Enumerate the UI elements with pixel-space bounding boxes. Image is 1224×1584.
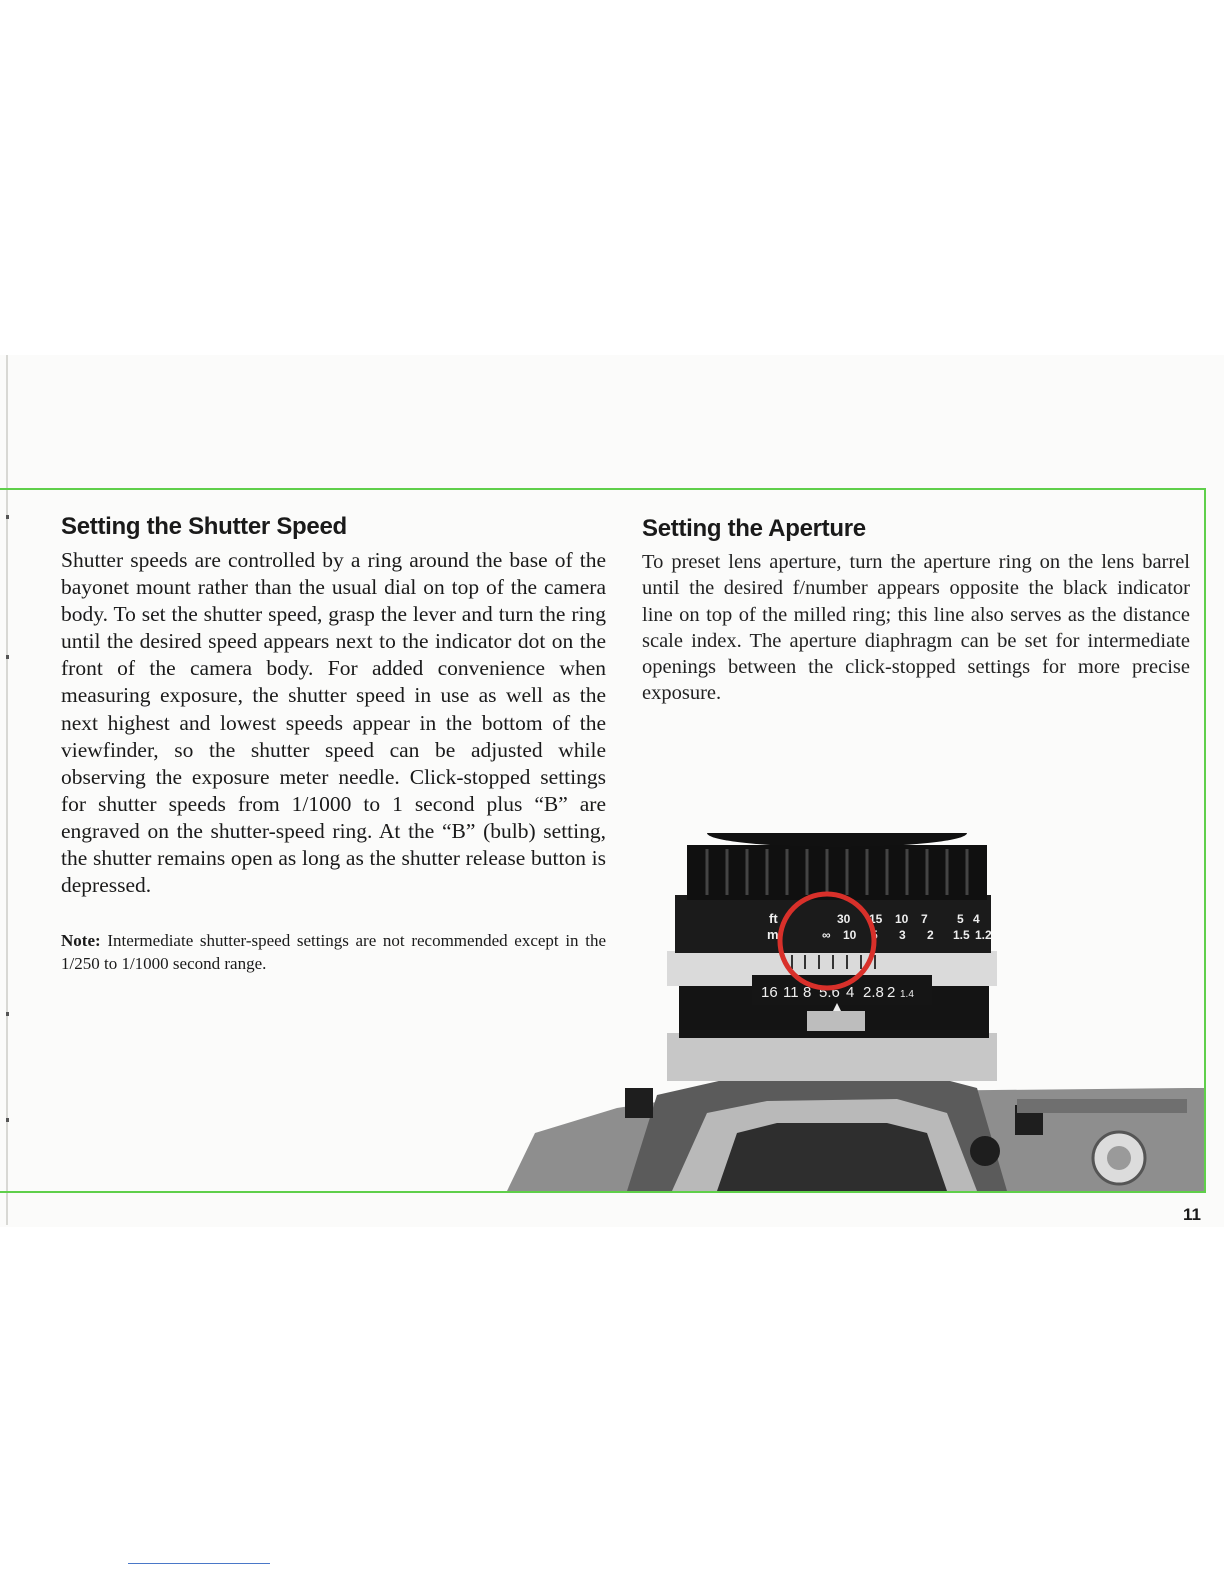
svg-text:4: 4 (846, 984, 855, 1001)
shutter-release-center (1107, 1146, 1131, 1170)
frame-bottom-rule (0, 1191, 1206, 1193)
svg-text:3: 3 (899, 928, 906, 942)
svg-text:8: 8 (803, 984, 812, 1001)
svg-text:1.5: 1.5 (953, 928, 970, 942)
bottom-rule (128, 1563, 270, 1564)
page-number: 11 (1183, 1205, 1201, 1224)
svg-text:2.8: 2.8 (863, 984, 884, 1001)
svg-text:15: 15 (869, 912, 883, 926)
camera-lens-photo (507, 833, 1207, 1191)
meter-coupling-prong (807, 1011, 865, 1031)
aperture-body: To preset lens aperture, turn the aperture ring on the lens barrel until the desired f/number appears opposite the black indicator line on top of the milled ring; this line also serves as the distance scale index. The aperture diaphragm can be set for intermediate openings between the click-stopped settings for more precise exposure. (642, 551, 1190, 705)
feet-unit-label: ft (769, 911, 778, 926)
prism-shadow (717, 1123, 947, 1191)
shutter-speed-heading: Setting the Shutter Speed (61, 513, 347, 540)
svg-text:30: 30 (837, 912, 851, 926)
svg-text:5: 5 (871, 928, 878, 942)
svg-text:5.6: 5.6 (819, 984, 840, 1001)
edge-mark (6, 515, 9, 519)
svg-text:∞: ∞ (822, 928, 831, 942)
aperture-section (642, 515, 1190, 707)
svg-text:2: 2 (887, 984, 896, 1001)
svg-text:4: 4 (973, 912, 980, 926)
top-plate-edge (1017, 1099, 1187, 1113)
edge-mark (6, 1118, 9, 1122)
meter-unit-label: m (767, 927, 779, 942)
svg-text:11: 11 (783, 984, 799, 1001)
edge-mark (6, 655, 9, 659)
shutter-speed-body: Shutter speeds are controlled by a ring around the base of the bayonet mount rather than the usual dial on top of the camera body. To set the shutter speed, grasp the lever and turn the ring until the desired speed appears next to the indicator dot on the front of the camera body. For added convenience when measuring exposure, the shutter speed in use as well as the next highest and lowest speeds appear in the bottom of the viewfinder, so the shutter speed can be adjusted while observing the exposure meter needle. Click-stopped settings for shutter speeds from 1/1000 to 1 second plus “B” are engraved on the shutter-speed ring. At the “B” (bulb) setting, the shutter remains open as long as the shutter release button is depressed. (61, 548, 606, 898)
note-label: Note: (61, 931, 101, 951)
lens-mount (667, 1033, 997, 1081)
svg-text:1.2: 1.2 (975, 928, 992, 942)
focus-ring (675, 895, 991, 953)
edge-mark (6, 1012, 9, 1016)
lever (625, 1088, 653, 1118)
lens-front (707, 833, 967, 847)
svg-text:10: 10 (843, 928, 857, 942)
svg-text:7: 7 (921, 912, 928, 926)
svg-text:10: 10 (895, 912, 909, 926)
frame-top-rule (0, 488, 1206, 490)
aperture-heading: Setting the Aperture (642, 515, 866, 542)
lens-grip (687, 845, 987, 900)
svg-text:5: 5 (957, 912, 964, 926)
binding-edge (6, 355, 8, 1225)
note-text: Intermediate shutter-speed settings are not recommended except in the 1/250 to 1/1000 second range. (61, 931, 607, 974)
control-button (970, 1136, 1000, 1166)
svg-text:1.4: 1.4 (900, 989, 914, 1000)
svg-text:2: 2 (927, 928, 934, 942)
svg-text:16: 16 (761, 984, 778, 1001)
